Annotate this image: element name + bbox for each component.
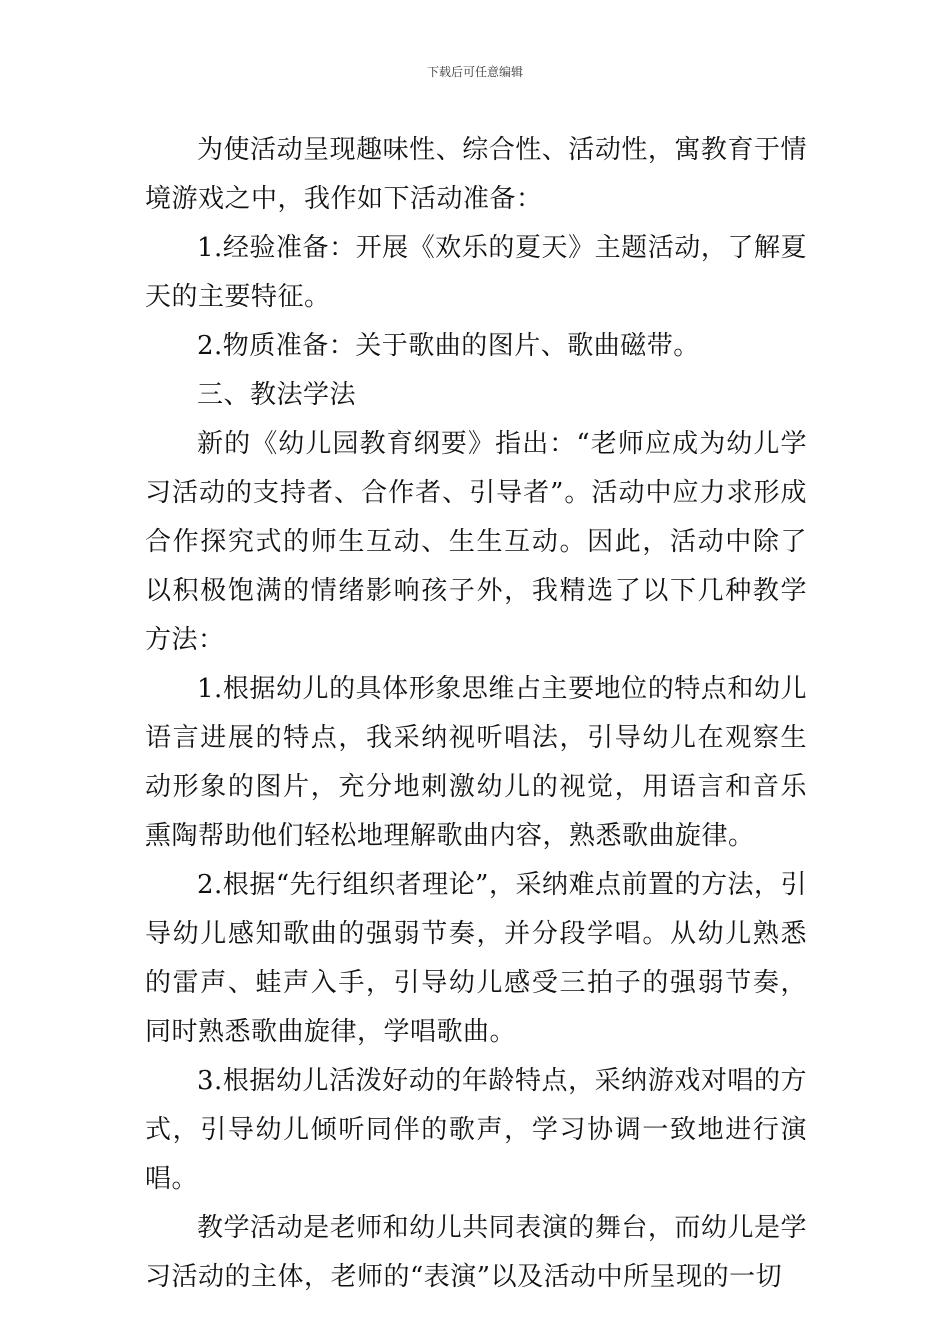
paragraph-experience-preparation: 1.经验准备：开展《欢乐的夏天》主题活动，了解夏天的主要特征。 [145, 233, 807, 312]
paragraph-method-2: 2.根据“先行组织者理论”，采纳难点前置的方法，引导幼儿感知歌曲的强弱节奏，并分段学唱。从幼儿熟悉的雷声、蛙声入手，引导幼儿感受三拍子的强弱节奏，同时熟悉歌曲旋律，学唱歌曲。 [145, 870, 807, 1047]
paragraph-preparation-intro: 为使活动呈现趣味性、综合性、活动性，寓教育于情境游戏之中，我作如下活动准备： [145, 135, 807, 214]
document-body [145, 126, 807, 1302]
paragraph-method-3: 3.根据幼儿活泼好动的年龄特点，采纳游戏对唱的方式，引导幼儿倾听同伴的歌声，学习协调一致地进行演唱。 [145, 1066, 807, 1194]
paragraph-material-preparation: 2.物质准备：关于歌曲的图片、歌曲磁带。 [197, 331, 700, 361]
page-header: 下载后可任意编辑 [426, 65, 523, 79]
section-heading-teaching-methods: 三、教法学法 [197, 380, 357, 410]
paragraph-method-1: 1.根据幼儿的具体形象思维占主要地位的特点和幼儿语言进展的特点，我采纳视听唱法，引导幼儿在观察生动形象的图片，充分地刺激幼儿的视觉，用语言和音乐熏陶帮助他们轻松地理解歌曲内容，熟悉歌曲旋律。 [145, 674, 807, 851]
paragraph-teaching-stage: 教学活动是老师和幼儿共同表演的舞台，而幼儿是学习活动的主体，老师的“表演”以及活动中所呈现的一切 [145, 1213, 807, 1292]
paragraph-guidelines: 新的《幼儿园教育纲要》指出：“老师应成为幼儿学习活动的支持者、合作者、引导者”。活动中应力求形成合作探究式的师生互动、生生互动。因此，活动中除了以积极饱满的情绪影响孩子外，我精选了以下几种教学方法： [145, 429, 807, 655]
